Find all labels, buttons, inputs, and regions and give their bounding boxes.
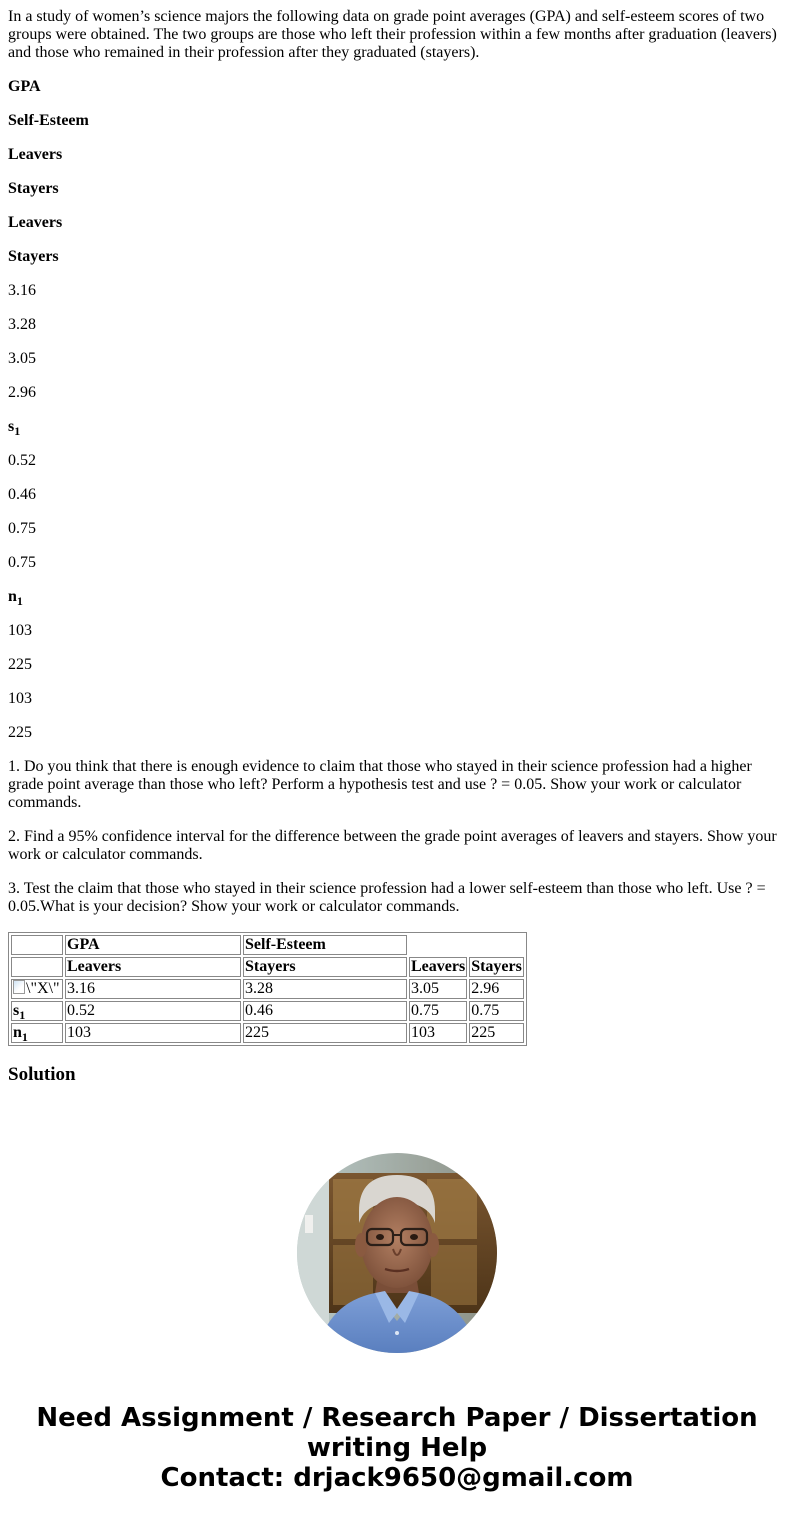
question-2: 2. Find a 95% confidence interval for the difference between the grade point averages of leavers and stayers. Show your work or calculator commands.	[8, 828, 777, 863]
table-cell: Leavers	[65, 957, 241, 977]
list-stayers: Stayers	[8, 248, 59, 265]
list-value: 225	[8, 724, 32, 741]
list-gpa: GPA	[8, 78, 41, 95]
table-cell: 3.16	[65, 979, 241, 999]
list-leavers: Leavers	[8, 146, 63, 163]
list-value: 103	[8, 690, 32, 707]
data-table	[8, 932, 527, 1046]
list-value: 2.96	[8, 384, 36, 401]
table-cell: 225	[243, 1023, 407, 1043]
table-cell	[469, 935, 524, 955]
table-cell	[11, 957, 63, 977]
table-cell: 2.96	[469, 979, 524, 999]
table-cell: GPA	[65, 935, 241, 955]
solution-heading: Solution	[8, 1064, 76, 1085]
list-value: 3.28	[8, 316, 36, 333]
list-value: 3.05	[8, 350, 36, 367]
table-cell: $n_1$	[11, 1023, 63, 1043]
broken-image-icon: \"X\"	[13, 980, 60, 998]
list-stayers: Stayers	[8, 180, 59, 197]
table-cell: 0.75	[469, 1001, 524, 1021]
footer-contact	[0, 1403, 794, 1493]
table-cell: 103	[409, 1023, 467, 1043]
avatar	[297, 1153, 497, 1353]
table-cell: Leavers	[411, 958, 466, 975]
list-s-label: $s_1$	[8, 418, 21, 439]
footer-contact-email: Contact: drjack9650@gmail.com	[160, 1463, 634, 1493]
table-row	[11, 979, 524, 999]
table-cell: 103	[65, 1023, 241, 1043]
list-value: 0.75	[8, 554, 36, 571]
table-cell: 0.46	[243, 1001, 407, 1021]
table-cell: Self-Esteem	[243, 935, 407, 955]
list-value: 103	[8, 622, 32, 639]
list-self-esteem: Self-Esteem	[8, 112, 89, 129]
table-cell	[11, 935, 63, 955]
list-value: 0.52	[8, 452, 36, 469]
table-cell: $s_1$	[11, 1001, 63, 1021]
list-value: 3.16	[8, 282, 36, 299]
table-row	[11, 1023, 524, 1043]
table-cell: 3.28	[243, 979, 407, 999]
list-value: 225	[8, 656, 32, 673]
table-cell: 0.75	[409, 1001, 467, 1021]
table-cell	[409, 935, 467, 955]
question-3: 3. Test the claim that those who stayed in their science profession had a lower self-esteem than those who left. Use ? = 0.05.What is your decision? Show your work or calculator commands.	[8, 880, 766, 915]
avatar-photo	[297, 1153, 497, 1353]
table-cell	[11, 979, 63, 999]
list-leavers: Leavers	[8, 214, 63, 231]
footer-line: Need Assignment / Research Paper / Dissertation	[36, 1403, 758, 1433]
table-row	[11, 1001, 524, 1021]
table-row	[11, 935, 524, 955]
table-cell: Stayers	[471, 958, 522, 975]
intro-paragraph: In a study of women’s science majors the following data on grade point averages (GPA) and self-esteem scores of two groups were obtained. The two groups are those who left their profession within a few months after graduation (leavers) and those who remained in their profession after they graduated (stayers).	[8, 8, 777, 61]
list-value: 0.46	[8, 486, 36, 503]
table-cell: 225	[469, 1023, 524, 1043]
table-cell: Stayers	[243, 957, 407, 977]
footer-line: writing Help	[306, 1433, 488, 1463]
table-cell: 0.52	[65, 1001, 241, 1021]
question-1: 1. Do you think that there is enough evidence to claim that those who stayed in their science profession had a higher grade point average than those who left? Perform a hypothesis test and use ? = 0.05. Show your work or calculator commands.	[8, 758, 752, 811]
table-row	[11, 957, 524, 977]
list-value: 0.75	[8, 520, 36, 537]
table-cell: 3.05	[409, 979, 467, 999]
list-n-label: $n_1$	[8, 588, 23, 609]
